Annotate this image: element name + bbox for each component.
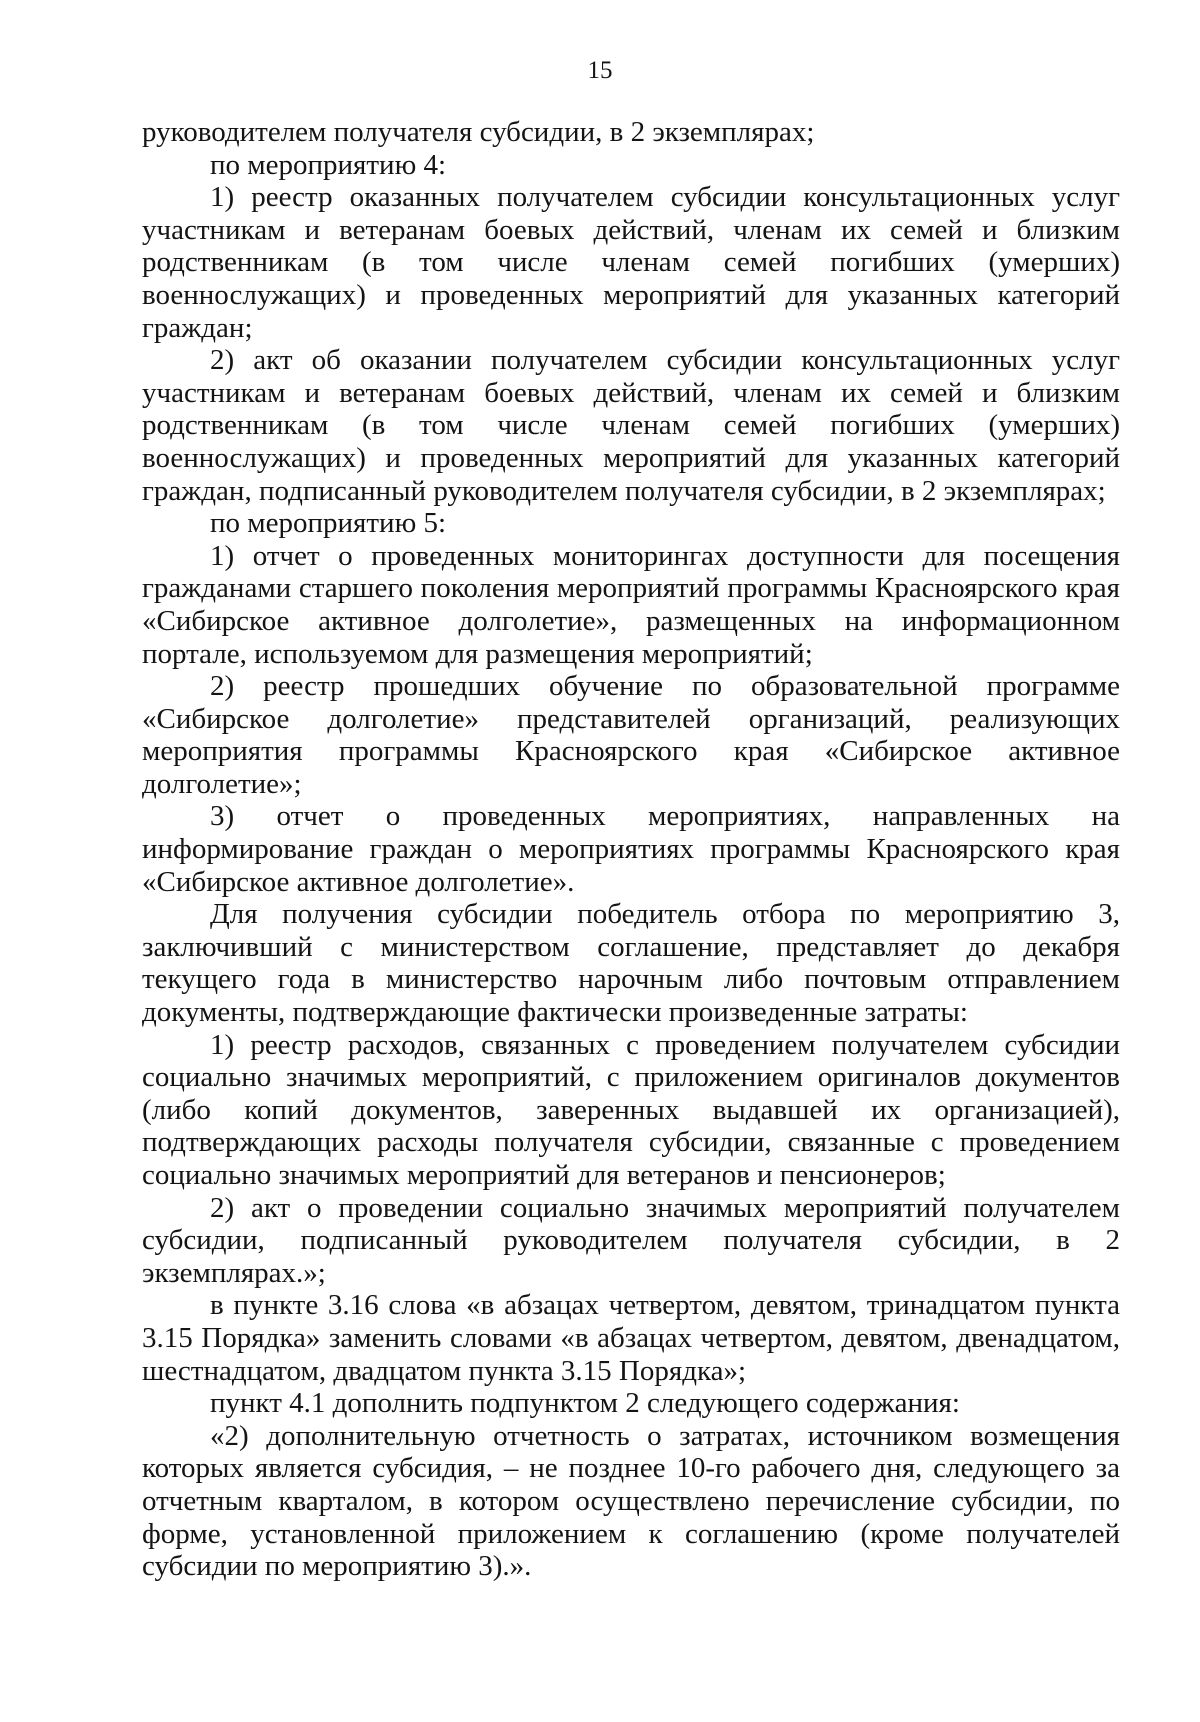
paragraph-6: 1) отчет о проведенных мониторингах доступности для посещения гражданами старшего поколения мероприятий программы Красноярского края «Сибирское активное долголетие», размещенных на информационном портале, используемом для размещения мероприятий; [142,539,1120,670]
paragraph-10: 1) реестр расходов, связанных с проведением получателем субсидии социально значимых мероприятий, с приложением оригиналов документов (либо копий документов, заверенных выдавшей их организацией), подтверждающих расходы получателя субсидии, связанные с проведением социально значимых мероприятий для ветеранов и пенсионеров; [142,1028,1120,1191]
paragraph-1: руководителем получателя субсидии, в 2 экземплярах; [142,116,815,148]
paragraph-4: 2) акт об оказании получателем субсидии консультационных услуг участникам и ветеранам боевых действий, членам их семей и близким родственникам (в том числе членам семей погибших (умерших) военнослужащих) и проведенных мероприятий для указанных категорий граждан, подписанный руководителем получателя субсидии, в 2 экземплярах; [142,344,1120,507]
paragraph-11: 2) акт о проведении социально значимых мероприятий получателем субсидии, подписанный руководителем получателя субсидии, в 2 экземплярах.»; [142,1191,1120,1289]
page-number: 15 [587,57,613,84]
paragraph-3: 1) реестр оказанных получателем субсидии консультационных услуг участникам и ветеранам боевых действий, членам их семей и близким родственникам (в том числе членам семей погибших (умерших) военнослужащих) и проведенных мероприятий для указанных категорий граждан; [142,181,1120,344]
paragraph-7: 2) реестр прошедших обучение по образовательной программе «Сибирское долголетие» представителей организаций, реализующих мероприятия программы Красноярского края «Сибирское активное долголетие»; [142,670,1120,800]
paragraph-13: пункт 4.1 дополнить подпунктом 2 следующего содержания: [210,1387,960,1420]
paragraph-8: 3) отчет о проведенных мероприятиях, направленных на информирование граждан о мероприятиях программы Красноярского края «Сибирское активное долголетие». [142,800,1120,898]
paragraph-14: «2) дополнительную отчетность о затратах, источником возмещения которых является субсидия, – не позднее 10-го рабочего дня, следующего за отчетным кварталом, в котором осуществлено перечисление субсидии, по форме, установленной приложением к соглашению (кроме получателей субсидии по мероприятию 3).». [142,1419,1120,1583]
paragraph-9: Для получения субсидии победитель отбора по мероприятию 3, заключивший с министерством соглашение, представляет до декабря текущего года в министерство нарочным либо почтовым отправлением документы, подтверждающие фактически произведенные затраты: [142,898,1120,1029]
paragraph-12: в пункте 3.16 слова «в абзацах четвертом, девятом, тринадцатом пункта 3.15 Порядка» заменить словами «в абзацах четвертом, девятом, двенадцатом, шестнадцатом, двадцатом пункта 3.15 Порядка»; [142,1289,1120,1387]
paragraph-2: по мероприятию 4: [210,148,447,181]
paragraph-5: по мероприятию 5: [210,507,447,540]
document-body [142,116,1120,1583]
